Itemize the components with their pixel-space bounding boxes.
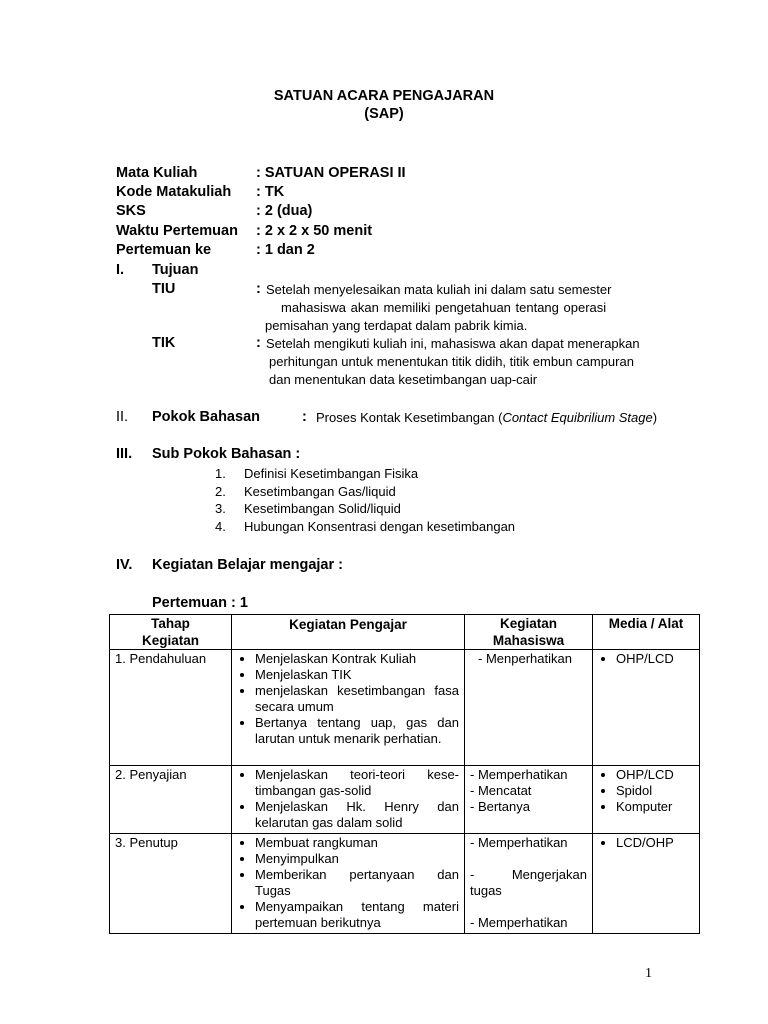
teacher-cell (232, 650, 465, 766)
info-label: Mata Kuliah (116, 165, 198, 181)
subtopic-text: Definisi Kesetimbangan Fisika (244, 466, 419, 481)
tiu-line: Setelah menyelesaikan mata kuliah ini dalam satu semester (266, 282, 612, 297)
table-row (110, 834, 700, 934)
subtopic-text: Hubungan Konsentrasi dengan kesetimbangan (244, 519, 516, 534)
header-student: Kegiatan Mahasiswa (465, 615, 593, 650)
section2-number: II. (116, 409, 129, 425)
subtopic-text: Kesetimbangan Gas/liquid (244, 484, 396, 499)
subtopic-number: 3. (215, 501, 226, 516)
tik-line: dan menentukan data kesetimbangan uap-cair (269, 372, 538, 387)
media-cell (593, 650, 700, 766)
tiu-line: mahasiswa akan memiliki pengetahuan tentang operasi (281, 300, 607, 315)
list-item: - Mengerjakan tugas (470, 867, 587, 898)
list-item: • Komputer (616, 799, 694, 815)
list-item: - Memperhatikan (470, 767, 568, 782)
list-item: - Menperhatikan (478, 651, 572, 666)
media-cell (593, 766, 700, 834)
header-stage: Tahap Kegiatan (110, 615, 232, 650)
activity-table (109, 614, 700, 934)
list-item: • Spidol (616, 783, 694, 799)
page-number: 1 (645, 966, 652, 981)
info-value: : TK (256, 184, 285, 200)
section2-title: Pokok Bahasan (152, 409, 260, 425)
student-cell (465, 834, 593, 934)
list-item: • menjelaskan kesetimbangan fasa secara umum (255, 683, 459, 715)
stage-cell: 3. Penutup (110, 834, 232, 934)
info-label: Pertemuan ke (116, 242, 212, 258)
list-item: - Memperhatikan (470, 835, 568, 850)
info-value: : SATUAN OPERASI II (256, 165, 406, 181)
header-teacher: Kegiatan Pengajar (232, 615, 465, 650)
tik-colon: : (256, 335, 261, 351)
teacher-cell (232, 766, 465, 834)
section1-title: Tujuan (152, 262, 199, 278)
stage-cell: 2. Penyajian (110, 766, 232, 834)
info-value: : 1 dan 2 (256, 242, 315, 258)
table-header-row (110, 615, 700, 650)
section3-number: III. (116, 446, 133, 462)
info-label: SKS (116, 203, 146, 219)
subtopic-number: 4. (215, 519, 226, 534)
list-item: • Menjelaskan Hk. Henry dan kelarutan gas dalam solid (255, 799, 459, 831)
media-cell (593, 834, 700, 934)
list-item: - Memperhatikan (470, 915, 568, 930)
table-row (110, 766, 700, 834)
info-label: Waktu Pertemuan (116, 223, 238, 239)
list-item: • Menjelaskan teori-teori kese-timbangan gas-solid (255, 767, 459, 799)
stage-cell: 1. Pendahuluan (110, 650, 232, 766)
section3-title: Sub Pokok Bahasan : (152, 446, 301, 462)
page-title: SATUAN ACARA PENGAJARAN (273, 88, 495, 104)
list-item: • LCD/OHP (616, 835, 694, 851)
list-item: • Membuat rangkuman (255, 835, 459, 851)
section1-number: I. (116, 262, 125, 278)
section2-text-pre: Proses Kontak Kesetimbangan ( (316, 410, 503, 425)
list-item: - Mencatat (470, 783, 532, 798)
list-item: • Menyimpulkan (255, 851, 459, 867)
section4-title: Kegiatan Belajar mengajar : (152, 557, 343, 573)
list-item: - Bertanya (470, 799, 530, 814)
student-cell (465, 650, 593, 766)
tik-line: perhitungan untuk menentukan titik didih, titik embun campuran (269, 354, 634, 369)
list-item: • OHP/LCD (616, 651, 694, 667)
subtopic-text: Kesetimbangan Solid/liquid (244, 501, 401, 516)
tiu-line: pemisahan yang terdapat dalam pabrik kimia. (265, 318, 528, 333)
list-item: • Memberikan pertanyaan dan Tugas (255, 867, 459, 899)
list-item: • Bertanya tentang uap, gas dan larutan untuk menarik perhatian. (255, 715, 459, 747)
tiu-label: TIU (152, 281, 176, 297)
student-cell (465, 766, 593, 834)
list-item: • Menjelaskan Kontrak Kuliah (255, 651, 459, 667)
section2-text-post: ) (652, 410, 658, 425)
section2-colon: : (302, 409, 307, 425)
meeting-label: Pertemuan : 1 (152, 595, 248, 611)
info-value: : 2 x 2 x 50 menit (256, 223, 373, 239)
subtopic-number: 1. (215, 466, 226, 481)
subtopic-number: 2. (215, 484, 226, 499)
table-row (110, 650, 700, 766)
tiu-colon: : (256, 281, 261, 297)
tik-line: Setelah mengikuti kuliah ini, mahasiswa akan dapat menerapkan (266, 336, 640, 351)
tik-label: TIK (152, 335, 176, 351)
section2-text (316, 410, 657, 425)
list-item: • Menyampaikan tentang materi pertemuan berikutnya (255, 899, 459, 931)
teacher-cell (232, 834, 465, 934)
section4-number: IV. (116, 557, 133, 573)
info-label: Kode Matakuliah (116, 184, 232, 200)
header-media: Media / Alat (593, 615, 700, 650)
info-value: : 2 (dua) (256, 203, 313, 219)
section2-text-italic: Contact Equibrilium Stage (502, 410, 653, 425)
list-item: • Menjelaskan TIK (255, 667, 459, 683)
page-subtitle: (SAP) (364, 106, 404, 122)
list-item: • OHP/LCD (616, 767, 694, 783)
